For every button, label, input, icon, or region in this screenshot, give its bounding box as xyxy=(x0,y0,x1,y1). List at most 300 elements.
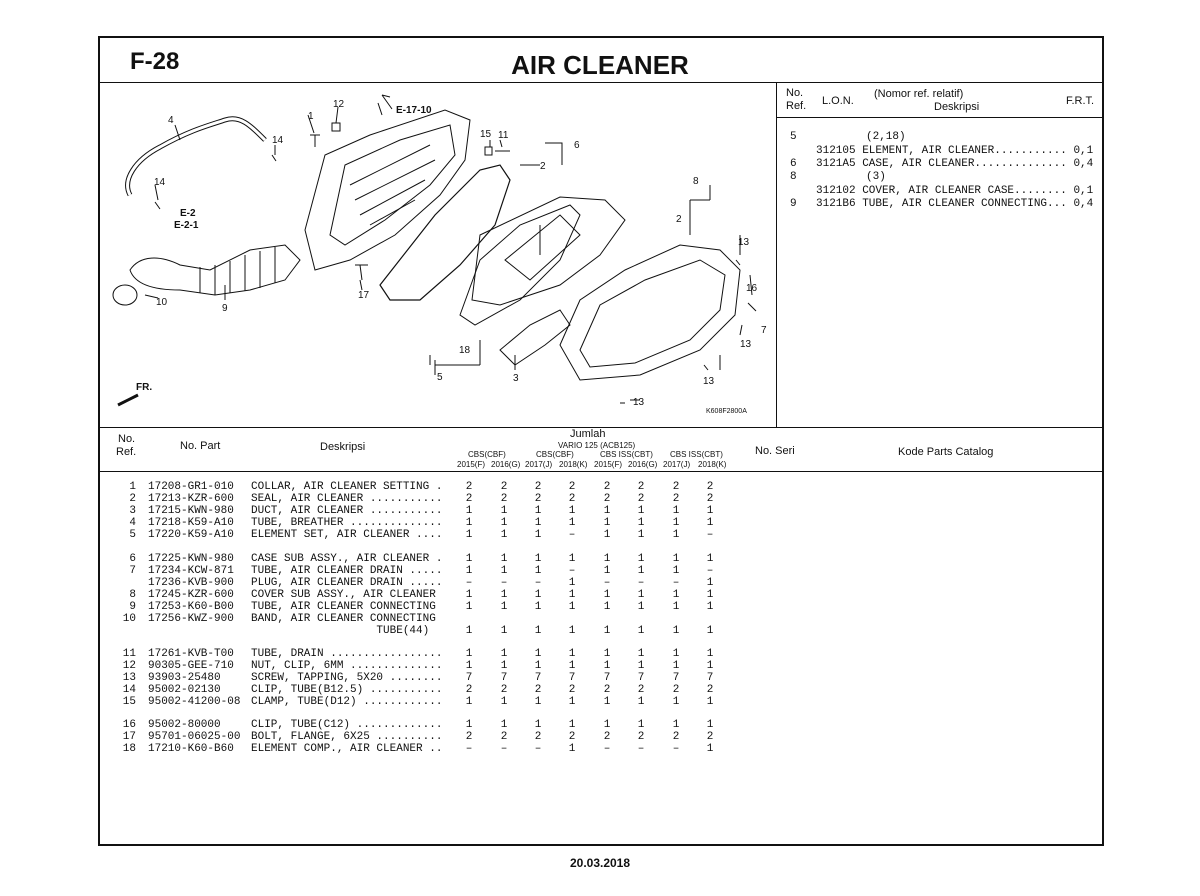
row-quantity: 1 xyxy=(465,565,473,577)
row-quantity: 2 xyxy=(672,684,680,696)
row-quantity: 1 xyxy=(465,660,473,672)
row-quantity: 1 xyxy=(603,505,611,517)
row-quantity: 1 xyxy=(603,529,611,541)
row-quantity: 2 xyxy=(672,493,680,505)
rp-row-text: 3121B6 TUBE, AIR CLEANER CONNECTING... 0,4 xyxy=(816,198,1094,210)
row-quantity: 1 xyxy=(672,660,680,672)
table-row xyxy=(0,553,1200,565)
row-quantity: 1 xyxy=(706,625,714,637)
table-header-divider xyxy=(98,471,1104,472)
row-quantity: 1 xyxy=(534,601,542,613)
rp-row-text: 312102 COVER, AIR CLEANER CASE........ 0,1 xyxy=(816,185,1094,197)
row-quantity: 1 xyxy=(465,589,473,601)
diagram-label: 14 xyxy=(154,177,166,188)
row-quantity: – xyxy=(706,565,714,577)
row-quantity: 1 xyxy=(603,553,611,565)
row-quantity: – xyxy=(672,577,680,589)
row-quantity: 1 xyxy=(637,553,645,565)
row-ref: 10 xyxy=(122,613,136,625)
row-ref: 11 xyxy=(122,648,136,660)
row-quantity: 1 xyxy=(465,505,473,517)
row-part-number: 17220-K59-A10 xyxy=(148,529,234,541)
row-description: SEAL, AIR CLEANER ........... xyxy=(251,493,443,505)
row-ref: 5 xyxy=(129,529,136,541)
row-quantity: 1 xyxy=(706,589,714,601)
row-quantity: 1 xyxy=(672,625,680,637)
row-quantity: 1 xyxy=(672,719,680,731)
row-part-number: 17256-KWZ-900 xyxy=(148,613,234,625)
rp-row-ref: 8 xyxy=(790,171,797,183)
title-divider xyxy=(98,82,1104,83)
row-part-number: 17261-KVB-T00 xyxy=(148,648,234,660)
row-description: TUBE, BREATHER .............. xyxy=(251,517,443,529)
row-quantity: 2 xyxy=(500,731,508,743)
rp-header-lon: L.O.N. xyxy=(822,95,854,107)
row-quantity: 1 xyxy=(637,529,645,541)
row-quantity: 1 xyxy=(706,660,714,672)
diagram-label: 13 xyxy=(740,339,752,350)
row-quantity: 1 xyxy=(568,553,576,565)
diagram-label: 10 xyxy=(156,297,168,308)
row-quantity: 2 xyxy=(603,493,611,505)
diagram-ref-e21: E-2-1 xyxy=(174,220,199,231)
rp-header-no: No. xyxy=(786,87,804,99)
row-quantity: 2 xyxy=(465,731,473,743)
row-quantity: 1 xyxy=(500,565,508,577)
row-quantity: 7 xyxy=(672,672,680,684)
diagram-label: 13 xyxy=(703,376,715,387)
row-ref: 15 xyxy=(122,696,136,708)
diagram-ref-e2: E-2 xyxy=(180,208,196,219)
diagram-label: 14 xyxy=(272,135,284,146)
row-quantity: 2 xyxy=(534,493,542,505)
row-quantity: 1 xyxy=(568,660,576,672)
row-description: ELEMENT SET, AIR CLEANER .... xyxy=(251,529,443,541)
diagram-label: 18 xyxy=(459,345,471,356)
row-quantity: 1 xyxy=(534,517,542,529)
table-row xyxy=(0,648,1200,660)
rp-row-text: (3) xyxy=(866,171,886,183)
diagram-label: 15 xyxy=(480,129,492,140)
table-header-year: 2015(F) xyxy=(594,460,623,469)
row-quantity: 1 xyxy=(534,529,542,541)
row-part-number: 95002-41200-08 xyxy=(148,696,241,708)
row-quantity: 1 xyxy=(706,505,714,517)
rp-row-ref: 9 xyxy=(790,198,797,210)
row-quantity: 1 xyxy=(637,565,645,577)
row-quantity: 1 xyxy=(465,696,473,708)
table-header-group: CBS(CBF) xyxy=(468,450,506,459)
row-quantity: 2 xyxy=(603,481,611,493)
diagram-label: 6 xyxy=(574,140,580,151)
row-quantity: 1 xyxy=(603,719,611,731)
rp-header-deskripsi: Deskripsi xyxy=(934,101,980,113)
row-quantity: 1 xyxy=(500,529,508,541)
row-quantity: 7 xyxy=(637,672,645,684)
row-quantity: 2 xyxy=(603,731,611,743)
row-quantity: 2 xyxy=(706,481,714,493)
row-ref: 1 xyxy=(129,481,136,493)
row-quantity: 2 xyxy=(637,684,645,696)
row-quantity: 1 xyxy=(706,553,714,565)
diagram-label: 1 xyxy=(308,111,314,122)
row-quantity: 1 xyxy=(534,625,542,637)
row-description: CLIP, TUBE(B12.5) ........... xyxy=(251,684,443,696)
row-part-number: 17253-K60-B00 xyxy=(148,601,234,613)
row-quantity: 1 xyxy=(637,696,645,708)
row-quantity: 2 xyxy=(534,731,542,743)
row-description: BOLT, FLANGE, 6X25 .......... xyxy=(251,731,443,743)
row-ref: 7 xyxy=(129,565,136,577)
table-row xyxy=(0,719,1200,731)
table-header-catalog: Kode Parts Catalog xyxy=(898,446,994,458)
table-row xyxy=(0,505,1200,517)
row-quantity: 1 xyxy=(672,505,680,517)
row-quantity: 1 xyxy=(706,601,714,613)
row-description: ELEMENT COMP., AIR CLEANER .. xyxy=(251,743,443,755)
row-part-number: 17213-KZR-600 xyxy=(148,493,234,505)
row-quantity: 1 xyxy=(706,743,714,755)
row-quantity: 1 xyxy=(500,660,508,672)
row-quantity: – xyxy=(500,577,508,589)
row-quantity: 2 xyxy=(568,493,576,505)
rp-header-ref: Ref. xyxy=(786,100,807,112)
rp-row-ref: 6 xyxy=(790,158,797,170)
row-ref: 16 xyxy=(122,719,136,731)
table-row xyxy=(0,577,1200,589)
row-quantity: 1 xyxy=(672,589,680,601)
row-quantity: 1 xyxy=(603,565,611,577)
row-quantity: 1 xyxy=(603,660,611,672)
table-row xyxy=(0,529,1200,541)
row-quantity: 1 xyxy=(603,648,611,660)
table-header-year: 2018(K) xyxy=(698,460,727,469)
table-header-jumlah: Jumlah xyxy=(570,428,606,440)
row-ref: 13 xyxy=(122,672,136,684)
table-header-part: No. Part xyxy=(180,440,221,452)
row-quantity: – xyxy=(672,743,680,755)
row-quantity: 1 xyxy=(568,625,576,637)
row-quantity: 1 xyxy=(534,648,542,660)
diagram-label: 5 xyxy=(437,372,443,383)
row-quantity: 1 xyxy=(706,517,714,529)
row-quantity: 2 xyxy=(500,481,508,493)
row-quantity: 2 xyxy=(568,684,576,696)
row-quantity: 2 xyxy=(568,731,576,743)
row-description: TUBE(44) xyxy=(251,625,430,637)
row-part-number: 95002-80000 xyxy=(148,719,221,731)
row-quantity: – xyxy=(603,577,611,589)
row-quantity: 1 xyxy=(500,589,508,601)
row-part-number: 17210-K60-B60 xyxy=(148,743,234,755)
table-row xyxy=(0,731,1200,743)
row-quantity: 2 xyxy=(637,731,645,743)
table-header-ref: Ref. xyxy=(116,446,137,458)
row-quantity: 7 xyxy=(568,672,576,684)
row-quantity: – xyxy=(500,743,508,755)
row-description: PLUG, AIR CLEANER DRAIN ..... xyxy=(251,577,443,589)
diagram-ref-e17: E-17-10 xyxy=(396,105,432,116)
table-header-group: CBS ISS(CBT) xyxy=(600,450,653,459)
row-quantity: 1 xyxy=(568,577,576,589)
table-header-desc: Deskripsi xyxy=(320,441,366,453)
rp-header-frt: F.R.T. xyxy=(1066,95,1095,107)
row-quantity: 1 xyxy=(568,601,576,613)
row-description: TUBE, AIR CLEANER DRAIN ..... xyxy=(251,565,443,577)
table-row xyxy=(0,481,1200,493)
row-part-number: 17215-KWN-980 xyxy=(148,505,234,517)
row-quantity: 2 xyxy=(500,493,508,505)
air-cleaner-case xyxy=(305,110,470,270)
row-quantity: 1 xyxy=(672,529,680,541)
diagram-label: 4 xyxy=(168,115,174,126)
row-part-number: 17245-KZR-600 xyxy=(148,589,234,601)
table-header-year: 2015(F) xyxy=(457,460,486,469)
row-quantity: 1 xyxy=(637,719,645,731)
row-description: CLIP, TUBE(C12) ............. xyxy=(251,719,443,731)
row-quantity: 2 xyxy=(637,493,645,505)
row-quantity: 1 xyxy=(500,553,508,565)
row-quantity: 2 xyxy=(534,684,542,696)
row-quantity: 1 xyxy=(465,601,473,613)
row-quantity: 1 xyxy=(706,696,714,708)
diagram-label: 13 xyxy=(738,237,750,248)
row-ref: 12 xyxy=(122,660,136,672)
row-quantity: 1 xyxy=(672,648,680,660)
row-part-number: 17236-KVB-900 xyxy=(148,577,234,589)
row-quantity: 1 xyxy=(637,601,645,613)
row-quantity: 1 xyxy=(465,625,473,637)
row-part-number: 95701-06025-00 xyxy=(148,731,241,743)
row-quantity: 2 xyxy=(706,731,714,743)
diagram-label: 9 xyxy=(222,303,228,314)
table-header-no: No. xyxy=(118,433,136,445)
row-quantity: 1 xyxy=(534,589,542,601)
seal xyxy=(380,165,510,300)
row-quantity: 1 xyxy=(637,625,645,637)
row-quantity: – xyxy=(465,577,473,589)
duct xyxy=(500,310,570,365)
rp-header-nomor: (Nomor ref. relatif) xyxy=(874,88,964,100)
row-description: TUBE, DRAIN ................. xyxy=(251,648,443,660)
row-quantity: – xyxy=(534,577,542,589)
rp-row-text: 3121A5 CASE, AIR CLEANER.............. 0,4 xyxy=(816,158,1094,170)
row-ref: 3 xyxy=(129,505,136,517)
row-quantity: – xyxy=(706,529,714,541)
row-ref: 18 xyxy=(122,743,136,755)
diagram-label: 2 xyxy=(540,161,546,172)
row-quantity: 1 xyxy=(534,696,542,708)
diagram-code: K608F2800A xyxy=(706,408,747,415)
row-quantity: 1 xyxy=(500,696,508,708)
page-code: F-28 xyxy=(130,48,180,75)
diagram-label: 7 xyxy=(761,325,767,336)
row-quantity: 1 xyxy=(603,625,611,637)
table-header-model: VARIO 125 (ACB125) xyxy=(558,441,636,450)
row-quantity: 7 xyxy=(706,672,714,684)
row-quantity: 2 xyxy=(500,684,508,696)
row-quantity: 1 xyxy=(603,517,611,529)
row-quantity: 1 xyxy=(672,517,680,529)
row-ref: 9 xyxy=(129,601,136,613)
row-part-number: 17218-K59-A10 xyxy=(148,517,234,529)
row-quantity: 1 xyxy=(534,565,542,577)
row-description: SCREW, TAPPING, 5X20 ........ xyxy=(251,672,443,684)
row-ref: 2 xyxy=(129,493,136,505)
row-quantity: 1 xyxy=(568,719,576,731)
table-row xyxy=(0,517,1200,529)
row-part-number: 93903-25480 xyxy=(148,672,221,684)
row-ref: 4 xyxy=(129,517,136,529)
table-row xyxy=(0,601,1200,613)
row-quantity: 2 xyxy=(706,684,714,696)
row-description: BAND, AIR CLEANER CONNECTING xyxy=(251,613,436,625)
row-ref: 17 xyxy=(122,731,136,743)
exploded-diagram xyxy=(100,85,776,425)
row-quantity: 2 xyxy=(465,493,473,505)
row-quantity: 2 xyxy=(534,481,542,493)
row-quantity: 1 xyxy=(534,505,542,517)
table-header-year: 2017(J) xyxy=(663,460,691,469)
row-ref: 14 xyxy=(122,684,136,696)
row-description: CASE SUB ASSY., AIR CLEANER . xyxy=(251,553,443,565)
footer-date: 20.03.2018 xyxy=(569,856,631,870)
table-header-year: 2017(J) xyxy=(525,460,553,469)
row-quantity: 1 xyxy=(637,589,645,601)
table-row xyxy=(0,660,1200,672)
table-row xyxy=(0,625,1200,637)
table-header-year: 2018(K) xyxy=(559,460,588,469)
row-quantity: 2 xyxy=(465,481,473,493)
row-part-number: 17234-KCW-871 xyxy=(148,565,234,577)
row-quantity: – xyxy=(568,529,576,541)
row-quantity: 1 xyxy=(500,719,508,731)
row-quantity: 1 xyxy=(672,553,680,565)
row-quantity: 1 xyxy=(672,601,680,613)
diagram-label: 2 xyxy=(676,214,682,225)
row-quantity: 2 xyxy=(637,481,645,493)
row-quantity: 1 xyxy=(534,553,542,565)
row-description: TUBE, AIR CLEANER CONNECTING xyxy=(251,601,436,613)
diagram-label: 16 xyxy=(746,283,758,294)
band xyxy=(113,285,137,305)
diagram-label: 3 xyxy=(513,373,519,384)
row-quantity: 1 xyxy=(603,601,611,613)
rp-row-text: (2,18) xyxy=(866,131,906,143)
row-quantity: – xyxy=(637,577,645,589)
diagram-label: 17 xyxy=(358,290,370,301)
row-ref: 6 xyxy=(129,553,136,565)
diagram-ref-fr: FR. xyxy=(136,382,153,393)
right-panel-header-divider xyxy=(777,117,1104,118)
row-quantity: 2 xyxy=(568,481,576,493)
row-quantity: 1 xyxy=(568,505,576,517)
row-ref: 8 xyxy=(129,589,136,601)
row-quantity: 1 xyxy=(568,696,576,708)
row-quantity: 1 xyxy=(500,505,508,517)
row-quantity: 1 xyxy=(465,529,473,541)
row-description: NUT, CLIP, 6MM .............. xyxy=(251,660,443,672)
row-quantity: 1 xyxy=(500,517,508,529)
row-quantity: 1 xyxy=(637,505,645,517)
table-header-seri: No. Seri xyxy=(755,445,795,457)
row-quantity: 1 xyxy=(568,589,576,601)
page-title: AIR CLEANER xyxy=(511,50,689,80)
row-quantity: 1 xyxy=(672,565,680,577)
row-quantity: – xyxy=(534,743,542,755)
row-quantity: 1 xyxy=(603,696,611,708)
row-quantity: 1 xyxy=(534,660,542,672)
diagram-panel-divider xyxy=(776,82,777,427)
row-quantity: 7 xyxy=(500,672,508,684)
row-quantity: 1 xyxy=(706,577,714,589)
row-quantity: 2 xyxy=(603,684,611,696)
rp-row-ref: 5 xyxy=(790,131,797,143)
table-row xyxy=(0,493,1200,505)
row-quantity: 1 xyxy=(672,696,680,708)
element xyxy=(460,205,580,325)
row-quantity: 2 xyxy=(706,493,714,505)
row-quantity: 1 xyxy=(500,648,508,660)
row-part-number: 17225-KWN-980 xyxy=(148,553,234,565)
row-quantity: 1 xyxy=(465,719,473,731)
row-description: COVER SUB ASSY., AIR CLEANER xyxy=(251,589,436,601)
table-header-group: CBS(CBF) xyxy=(536,450,574,459)
diagram-label: 8 xyxy=(693,176,699,187)
row-description: DUCT, AIR CLEANER ........... xyxy=(251,505,443,517)
row-quantity: 1 xyxy=(706,719,714,731)
row-quantity: 1 xyxy=(465,517,473,529)
row-quantity: 1 xyxy=(500,601,508,613)
row-quantity: 2 xyxy=(672,481,680,493)
diagram-label: 12 xyxy=(333,99,345,110)
row-quantity: 1 xyxy=(465,648,473,660)
row-part-number: 90305-GEE-710 xyxy=(148,660,234,672)
diagram-label: 13 xyxy=(633,397,645,408)
row-quantity: 1 xyxy=(568,517,576,529)
table-row xyxy=(0,684,1200,696)
table-header-group: CBS ISS(CBT) xyxy=(670,450,723,459)
row-quantity: 7 xyxy=(465,672,473,684)
row-quantity: 1 xyxy=(500,625,508,637)
row-quantity: 2 xyxy=(465,684,473,696)
table-header-year: 2016(G) xyxy=(628,460,658,469)
row-quantity: – xyxy=(603,743,611,755)
row-quantity: – xyxy=(637,743,645,755)
row-quantity: – xyxy=(568,565,576,577)
row-quantity: 1 xyxy=(637,660,645,672)
row-quantity: 7 xyxy=(603,672,611,684)
diagram-label: 11 xyxy=(498,130,509,141)
table-row xyxy=(0,613,1200,625)
table-header-year: 2016(G) xyxy=(491,460,521,469)
row-quantity: 1 xyxy=(534,719,542,731)
row-description: COLLAR, AIR CLEANER SETTING . xyxy=(251,481,443,493)
row-part-number: 17208-GR1-010 xyxy=(148,481,234,493)
row-quantity: 2 xyxy=(672,731,680,743)
row-quantity: 7 xyxy=(534,672,542,684)
row-quantity: – xyxy=(465,743,473,755)
row-description: CLAMP, TUBE(D12) ............ xyxy=(251,696,443,708)
table-row xyxy=(0,743,1200,755)
table-row xyxy=(0,565,1200,577)
row-quantity: 1 xyxy=(637,648,645,660)
row-quantity: 1 xyxy=(568,743,576,755)
row-quantity: 1 xyxy=(706,648,714,660)
row-quantity: 1 xyxy=(603,589,611,601)
table-row xyxy=(0,696,1200,708)
row-part-number: 95002-02130 xyxy=(148,684,221,696)
